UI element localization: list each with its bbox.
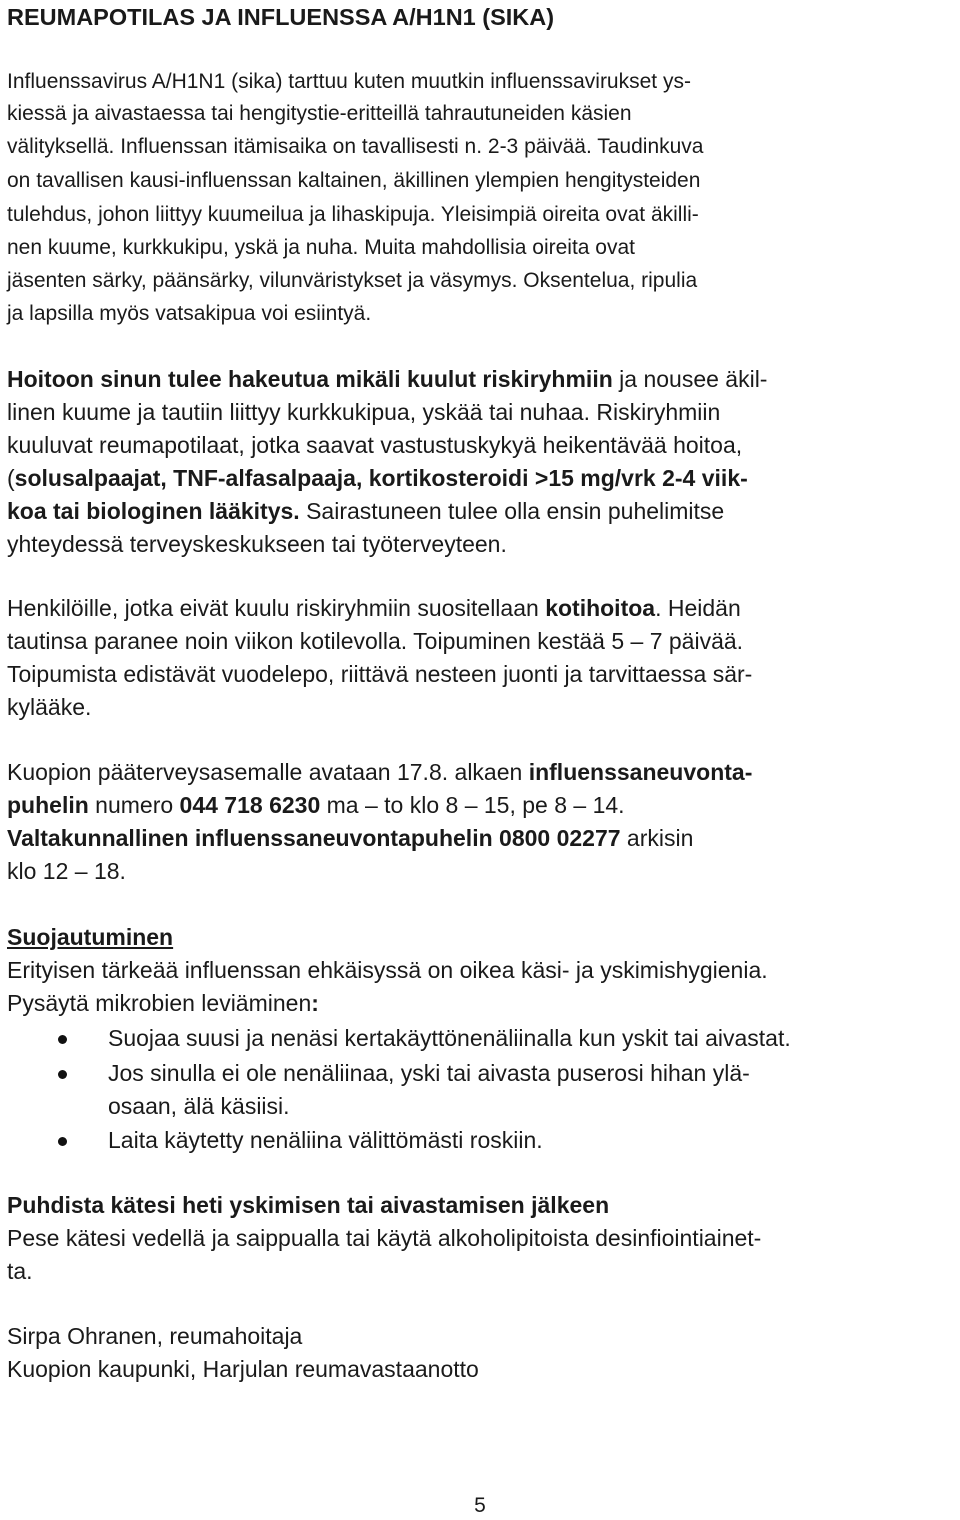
phone-emphasis: puhelin — [7, 792, 89, 818]
home-line: Toipumista edistävät vuodelepo, riittävä nesteen juonti ja tarvittaessa sär- — [7, 661, 753, 687]
protection-colon: : — [311, 990, 319, 1016]
care-line — [7, 368, 767, 391]
signature-place: Kuopion kaupunki, Harjulan reumavastaanotto — [7, 1356, 479, 1382]
care-line: yhteydessä terveyskeskukseen tai työterveyteen. — [7, 531, 507, 557]
home-text: Henkilöille, jotka eivät kuulu riskiryhmiin suositellaan — [7, 595, 546, 621]
phone-text: ma – to klo 8 – 15, pe 8 – 14. — [320, 792, 625, 818]
care-line — [7, 500, 724, 523]
home-emphasis: kotihoitoa — [545, 595, 656, 621]
wash-line: ta. — [7, 1258, 33, 1284]
care-text: Sairastuneen tulee olla ensin puhelimitse — [299, 498, 725, 524]
intro-line: välityksellä. Influenssan itämisaika on tavallisesti n. 2-3 päivää. Taudinkuva — [7, 135, 704, 158]
care-emphasis: Hoitoon sinun tulee hakeutua mikäli kuulut riskiryhmiin — [7, 366, 613, 392]
home-line — [7, 597, 741, 620]
wash-heading: Puhdista kätesi heti yskimisen tai aivastamisen jälkeen — [7, 1192, 610, 1218]
protection-line — [7, 992, 319, 1015]
home-line: kylääke. — [7, 694, 92, 720]
phone-text: Kuopion pääterveysasemalle avataan 17.8. alkaen — [7, 759, 529, 785]
phone-line — [7, 761, 752, 784]
care-line: kuuluvat reumapotilaat, jotka saavat vastustuskykyä heikentävää hoitoa, — [7, 432, 743, 458]
bullet-item: Suojaa suusi ja nenäsi kertakäyttönenäliinalla kun yskit tai aivastat. — [108, 1025, 791, 1051]
care-text: ja nousee äkil- — [612, 366, 768, 392]
care-emphasis: koa tai biologinen lääkitys. — [7, 498, 300, 524]
phone-line — [7, 794, 625, 817]
intro-line: nen kuume, kurkkukipu, yskä ja nuha. Muita mahdollisia oireita ovat — [7, 236, 635, 259]
phone-emphasis: Valtakunnallinen influenssaneuvontapuhelin 0800 02277 — [7, 825, 621, 851]
care-line: linen kuume ja tautiin liittyy kurkkukipua, yskää tai nuhaa. Riskiryhmiin — [7, 399, 721, 425]
phone-line — [7, 827, 693, 850]
protection-line: Erityisen tärkeää influenssan ehkäisyssä on oikea käsi- ja yskimishygienia. — [7, 957, 768, 983]
protection-heading: Suojautuminen — [7, 924, 174, 950]
care-emphasis: solusalpaajat, TNF-alfasalpaaja, kortikosteroidi >15 mg/vrk 2-4 viik- — [14, 465, 748, 491]
home-text: . Heidän — [655, 595, 741, 621]
bullet-icon — [58, 1137, 67, 1146]
care-text: ( — [7, 465, 15, 491]
bullet-item: Laita käytetty nenäliina välittömästi roskiin. — [108, 1127, 543, 1153]
intro-line: ja lapsilla myös vatsakipua voi esiintyä. — [7, 302, 372, 325]
phone-number: 044 718 6230 — [179, 792, 321, 818]
bullet-item-continuation: osaan, älä käsiisi. — [108, 1093, 290, 1119]
page-title: REUMAPOTILAS JA INFLUENSSA A/H1N1 (SIKA) — [7, 4, 555, 30]
phone-emphasis: influenssaneuvonta- — [528, 759, 753, 785]
phone-text: numero — [88, 792, 180, 818]
intro-line: kiessä ja aivastaessa tai hengitystie-eritteillä tahrautuneiden käsien — [7, 102, 632, 125]
home-line: tautinsa paranee noin viikon kotilevolla. Toipuminen kestää 5 – 7 päivää. — [7, 628, 744, 654]
intro-line: on tavallisen kausi-influenssan kaltainen, äkillinen ylempien hengitysteiden — [7, 169, 701, 192]
protection-text: Pysäytä mikrobien leviäminen — [7, 990, 312, 1016]
phone-line: klo 12 – 18. — [7, 858, 126, 884]
phone-text: arkisin — [620, 825, 694, 851]
intro-line: jäsenten särky, päänsärky, vilunväristykset ja väsymys. Oksentelua, ripulia — [7, 269, 698, 292]
intro-line: Influenssavirus A/H1N1 (sika) tarttuu kuten muutkin influenssavirukset ys- — [7, 70, 691, 93]
bullet-item: Jos sinulla ei ole nenäliinaa, yski tai aivasta puserosi hihan ylä- — [108, 1060, 750, 1086]
wash-line: Pese kätesi vedellä ja saippualla tai käytä alkoholipitoista desinfiointiainet- — [7, 1225, 762, 1251]
signature-name: Sirpa Ohranen, reumahoitaja — [7, 1323, 303, 1349]
intro-line: tulehdus, johon liittyy kuumeilua ja lihaskipuja. Yleisimpiä oireita ovat äkilli- — [7, 203, 699, 226]
bullet-icon — [58, 1035, 67, 1044]
care-line — [7, 467, 748, 490]
page-number: 5 — [474, 1494, 486, 1517]
bullet-icon — [58, 1070, 67, 1079]
